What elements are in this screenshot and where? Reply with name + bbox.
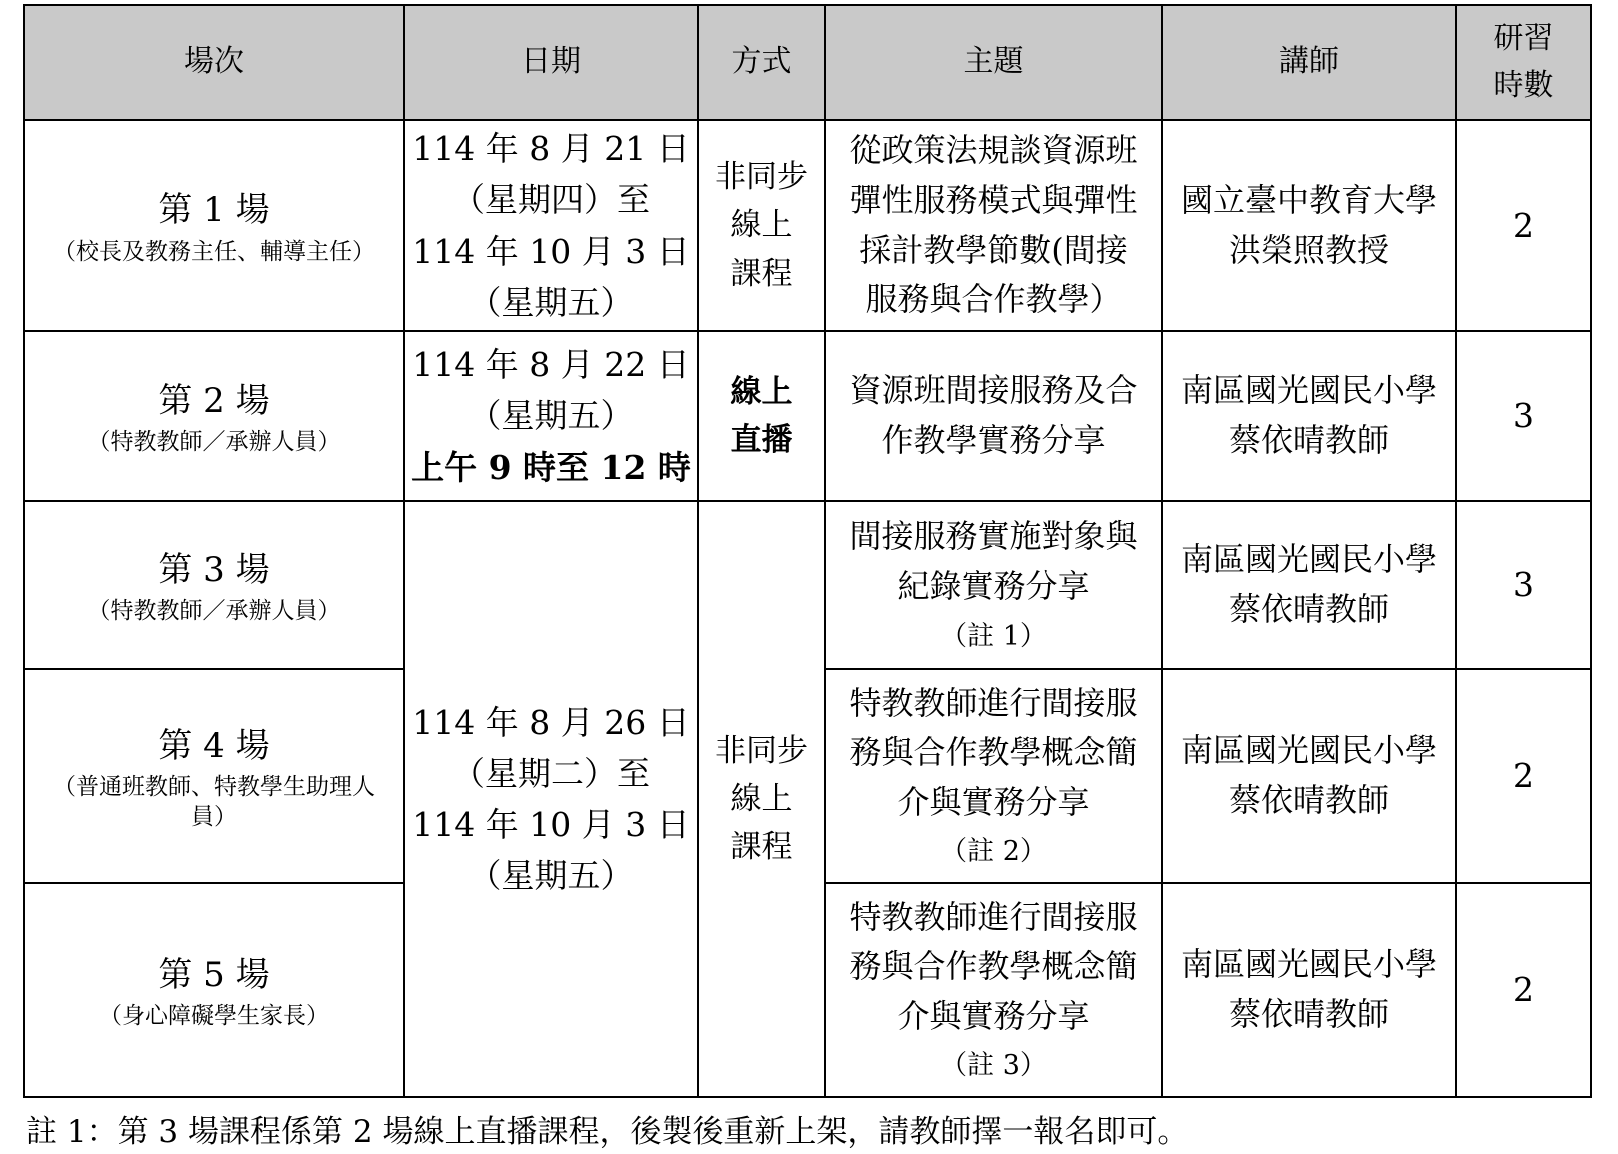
instructor-line: 國立臺中教育大學 xyxy=(1180,180,1437,219)
header-hours-line2: 時數 xyxy=(1493,67,1554,103)
topic-note: （註 2） xyxy=(940,836,1047,868)
topic-line: 介與實務分享 xyxy=(897,996,1090,1035)
header-topic: 主題 xyxy=(825,5,1162,120)
date-line: （星期二）至 xyxy=(452,753,650,793)
header-hours xyxy=(1456,5,1591,120)
hours-cell: 2 xyxy=(1456,669,1591,883)
instructor-cell xyxy=(1162,331,1456,501)
topic-line: 採計教學節數(間接 xyxy=(859,230,1128,269)
instructor-line: 蔡依晴教師 xyxy=(1228,995,1389,1033)
method-line: 線上 xyxy=(730,373,793,410)
table-row xyxy=(24,501,1591,669)
session-cell xyxy=(24,669,404,883)
header-session: 場次 xyxy=(24,5,404,120)
method-line: 非同步 xyxy=(715,732,808,769)
table-row xyxy=(24,331,1591,501)
date-line: 114 年 10 月 3 日 xyxy=(412,231,690,271)
session-title: 第 1 場 xyxy=(158,190,270,231)
method-cell xyxy=(698,120,825,331)
method-line: 課程 xyxy=(730,829,793,866)
session-title: 第 3 場 xyxy=(158,549,270,590)
topic-line: 特教教師進行間接服 xyxy=(849,683,1138,722)
hours-cell: 3 xyxy=(1456,331,1591,501)
instructor-line: 蔡依晴教師 xyxy=(1228,781,1389,819)
session-audience: （特教教師／承辦人員） xyxy=(87,429,341,456)
session-title: 第 4 場 xyxy=(158,725,270,766)
instructor-line: 蔡依晴教師 xyxy=(1228,590,1389,628)
instructor-cell xyxy=(1162,669,1456,883)
hours-cell: 3 xyxy=(1456,501,1591,669)
topic-cell xyxy=(825,669,1162,883)
date-line: 114 年 8 月 21 日 xyxy=(412,129,690,169)
date-line: （星期五） xyxy=(468,396,634,436)
instructor-line: 南區國光國民小學 xyxy=(1180,945,1437,984)
topic-line: 間接服務實施對象與 xyxy=(849,517,1138,556)
date-line: （星期四）至 xyxy=(452,180,650,220)
topic-cell xyxy=(825,501,1162,669)
session-cell xyxy=(24,501,404,669)
instructor-line: 洪榮照教授 xyxy=(1228,230,1389,269)
schedule-table xyxy=(23,4,1592,1098)
topic-line: 紀錄實務分享 xyxy=(897,567,1090,606)
topic-line: 介與實務分享 xyxy=(897,782,1090,821)
topic-line: 資源班間接服務及合 xyxy=(849,371,1138,410)
header-instructor: 講師 xyxy=(1162,5,1456,120)
date-line: （星期五） xyxy=(468,856,634,896)
header-date: 日期 xyxy=(404,5,698,120)
date-line: 114 年 10 月 3 日 xyxy=(412,805,690,844)
topic-note: （註 1） xyxy=(940,620,1047,652)
session-title: 第 2 場 xyxy=(158,380,270,421)
session-audience: （校長及教務主任、輔導主任） xyxy=(53,238,375,265)
session-cell xyxy=(24,883,404,1097)
hours-cell: 2 xyxy=(1456,883,1591,1097)
date-cell xyxy=(404,120,698,331)
method-line: 非同步 xyxy=(715,159,808,196)
topic-cell xyxy=(825,331,1162,501)
date-line: 114 年 8 月 22 日 xyxy=(412,345,690,385)
date-time-bold: 上午 9 時至 12 時 xyxy=(411,447,691,487)
date-cell xyxy=(404,331,698,501)
instructor-line: 蔡依晴教師 xyxy=(1228,421,1389,459)
header-row xyxy=(24,5,1591,120)
header-method: 方式 xyxy=(698,5,825,120)
method-line: 直播 xyxy=(730,422,793,458)
date-line: 114 年 8 月 26 日 xyxy=(412,702,690,742)
topic-line: 彈性服務模式與彈性 xyxy=(849,180,1138,219)
session-audience: （特教教師／承辦人員） xyxy=(87,598,341,625)
topic-line: 從政策法規談資源班 xyxy=(849,131,1138,170)
topic-line: 作教學實務分享 xyxy=(881,421,1106,459)
method-cell xyxy=(698,331,825,501)
topic-line: 服務與合作教學） xyxy=(865,280,1122,319)
session-cell xyxy=(24,331,404,501)
merged-date-cell xyxy=(404,501,698,1097)
session-audience: （普通班教師、特教學生助理人 xyxy=(53,774,375,801)
method-line: 線上 xyxy=(730,207,793,244)
topic-line: 特教教師進行間接服 xyxy=(849,897,1138,936)
instructor-line: 南區國光國民小學 xyxy=(1180,371,1437,410)
topic-cell xyxy=(825,120,1162,331)
date-line: （星期五） xyxy=(468,282,634,322)
session-audience: （身心障礙學生家長） xyxy=(99,1003,329,1030)
footnote: 註 1：第 3 場課程係第 2 場線上直播課程，後製後重新上架，請教師擇一報名即可。 xyxy=(26,1114,1189,1150)
topic-line: 務與合作教學概念簡 xyxy=(849,733,1138,772)
instructor-line: 南區國光國民小學 xyxy=(1180,731,1437,770)
instructor-cell xyxy=(1162,120,1456,331)
header-hours-line1: 研習 xyxy=(1493,21,1554,56)
method-line: 課程 xyxy=(730,255,793,292)
topic-note: （註 3） xyxy=(940,1050,1047,1082)
session-audience: 員） xyxy=(191,804,237,831)
session-title: 第 5 場 xyxy=(158,954,270,995)
instructor-line: 南區國光國民小學 xyxy=(1180,540,1437,579)
table-row xyxy=(24,120,1591,331)
session-cell xyxy=(24,120,404,331)
topic-line: 務與合作教學概念簡 xyxy=(849,947,1138,986)
topic-cell xyxy=(825,883,1162,1097)
merged-method-cell xyxy=(698,501,825,1097)
hours-cell: 2 xyxy=(1456,120,1591,331)
instructor-cell xyxy=(1162,501,1456,669)
instructor-cell xyxy=(1162,883,1456,1097)
method-line: 線上 xyxy=(730,780,793,817)
